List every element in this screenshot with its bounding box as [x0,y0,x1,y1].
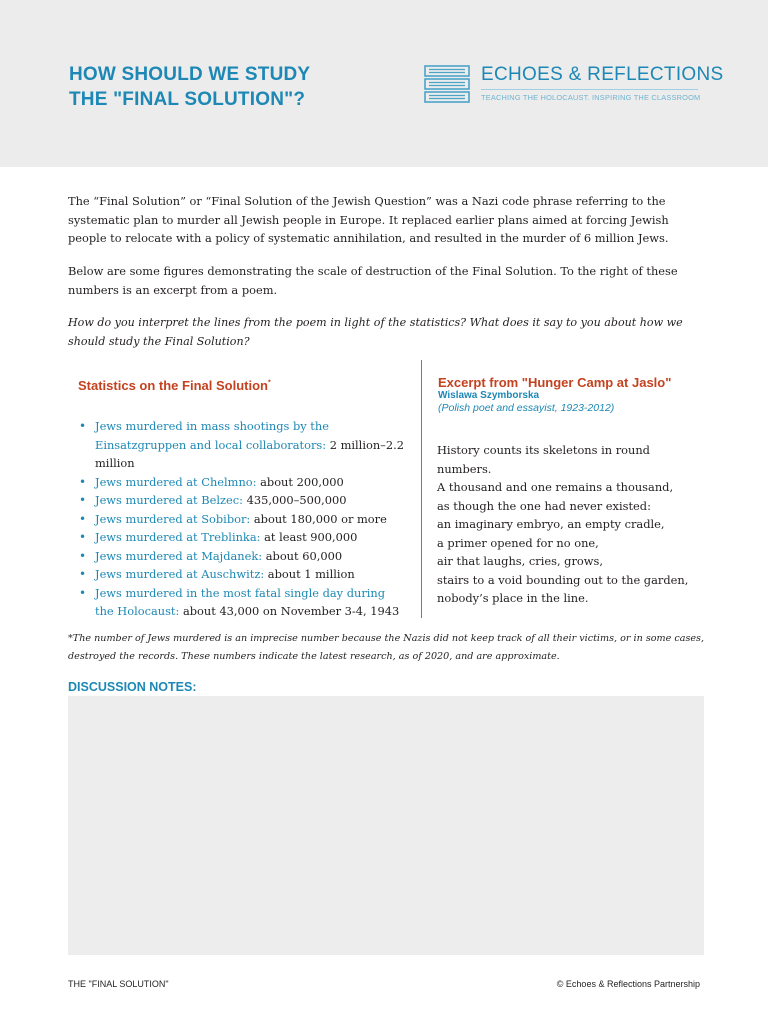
bullet-icon: • [79,419,87,433]
poem-line: numbers. [437,461,492,476]
statistic-value: about 43,000 on November 3-4, 1943 [179,604,400,618]
bullet-icon: • [79,567,87,581]
statistic-label: Jews murdered at Sobibor: [95,511,251,526]
statistic-label: Jews murdered at Auschwitz: [95,567,265,581]
poem-excerpt [437,441,707,608]
list-item [77,528,407,547]
list-item [77,510,407,529]
statistic-value: about 180,000 or more [250,511,387,526]
statistics-heading [78,378,271,393]
list-item [77,584,407,621]
discussion-notes-field[interactable] [68,696,704,955]
poem-line: nobody’s place in the line. [437,591,589,605]
poem-heading: Excerpt from "Hunger Camp at Jaslo" [438,375,672,390]
statistic-value: 435,000–500,000 [242,493,347,507]
bullet-icon: • [79,530,87,544]
poem-line: History counts its skeletons in round [437,443,650,457]
list-item [77,473,407,492]
echoes-reflections-logo [424,62,724,108]
page-title-line-1: HOW SHOULD WE STUDY [69,64,311,85]
statistic-label: Jews murdered in mass shootings by the Einsatzgruppen and local collaborators: [95,419,329,452]
logo-tagline: TEACHING THE HOLOCAUST. INSPIRING THE CLASSROOM [481,93,701,102]
statistic-label: Jews murdered at Chelmno: [95,474,257,489]
poem-line: as though the one had never existed: [437,498,651,513]
bullet-icon: • [79,585,87,600]
discussion-notes-label: DISCUSSION NOTES: [68,680,197,694]
statistic-value: about 60,000 [262,548,343,563]
poem-line: air that laughs, cries, grows, [437,554,603,568]
page-title [69,62,310,112]
statistics-heading-mark: * [267,379,271,387]
list-item [77,417,407,473]
list-item [77,565,407,584]
poem-line: an imaginary embryo, an empty cradle, [437,517,665,531]
page-title-line-2: THE "FINAL SOLUTION"? [69,89,306,110]
intro-paragraph-2: Below are some figures demonstrating the scale of destruction of the Final Solution. To the right of these numbers is an excerpt from a poem. [68,264,678,297]
statistic-label: Jews murdered at Belzec: [95,493,243,507]
statistics-heading-text: Statistics on the Final Solution [78,378,268,393]
statistic-value: about 1 million [264,567,355,581]
discussion-question: How do you interpret the lines from the poem in light of the statistics? What does it say to you about how we should study the Final Solution? [68,316,683,348]
statistic-label: Jews murdered at Treblinka: [95,530,261,544]
statistic-value: at least 900,000 [260,530,358,544]
bullet-icon: • [79,511,87,526]
footer-title: THE "FINAL SOLUTION" [68,979,169,989]
poem-line: stairs to a void bounding out to the garden, [437,572,689,587]
poem-author-role: (Polish poet and essayist, 1923-2012) [438,402,615,414]
stacked-lines-logo-icon [424,64,470,104]
poem-line: a primer opened for no one, [437,535,599,550]
logo-name: ECHOES & REFLECTIONS [481,64,724,85]
statistic-label: Jews murdered at Majdanek: [95,548,263,563]
statistic-value: about 200,000 [256,474,344,489]
logo-rule [481,89,698,90]
statistic-label: Jews murdered in the most fatal single day during the Holocaust: [95,585,386,618]
list-item [77,491,407,510]
statistics-list [77,417,407,621]
bullet-icon: • [79,493,87,507]
column-divider [421,360,422,618]
intro-paragraph-1: The “Final Solution” or “Final Solution of the Jewish Question” was a Nazi code phrase referring to the systematic plan to murder all Jewish people in Europe. It replaced earlier plans aimed at forcing Jewish people to relocate with a policy of systematic annihilation, and resulted in the murder of 6 million Jews. [68,194,669,245]
poem-line: A thousand and one remains a thousand, [437,480,674,494]
footer-copyright: © Echoes & Reflections Partnership [556,979,700,989]
bullet-icon: • [79,548,87,563]
footnote: *The number of Jews murdered is an imprecise number because the Nazis did not keep track of all their victims, or in some cases, destroyed the records. These numbers indicate the latest research, as of 2020, and are approximate. [68,633,705,662]
bullet-icon: • [79,474,87,489]
statistic-value: 2 million–2.2 million [95,437,404,470]
poem-author: Wislawa Szymborska [438,390,540,401]
list-item [77,547,407,566]
